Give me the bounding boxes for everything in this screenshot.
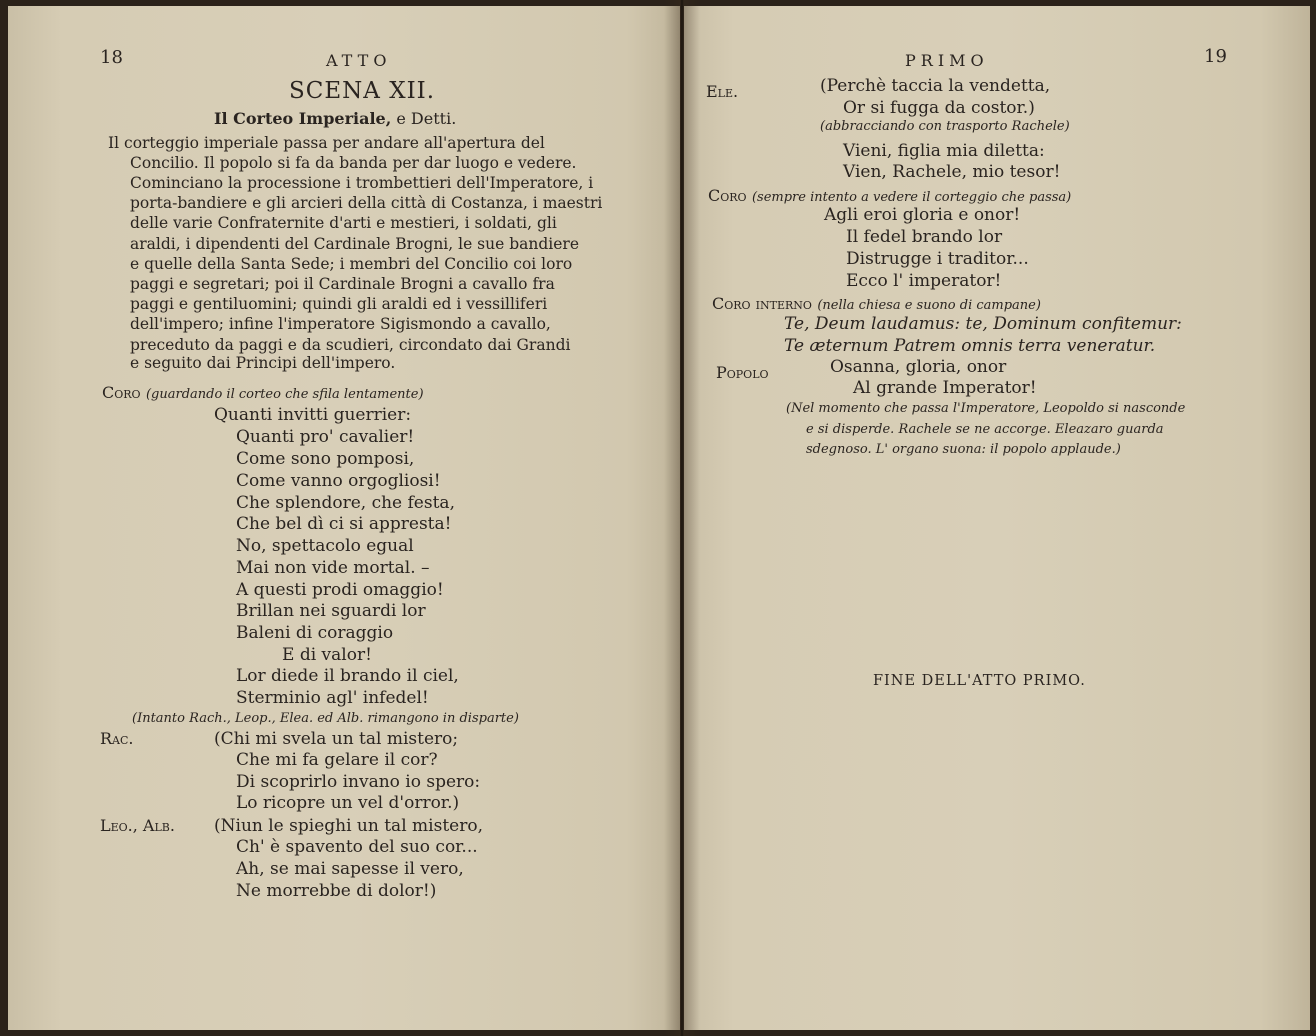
speaker-rac: Rac. — [100, 729, 134, 748]
running-head-left: ATTO — [326, 51, 392, 70]
verse-line: Ne morrebbe di dolor!) — [236, 881, 437, 901]
prose-line: Concilio. Il popolo si fa da banda per dar luogo e vedere. — [130, 154, 577, 172]
verse-line: Brillan nei sguardi lor — [236, 601, 426, 621]
coro-interno-direction: (nella chiesa e suono di campane) — [817, 298, 1041, 313]
scene-subtitle-bold: Il Corteo Imperiale, — [214, 109, 392, 128]
scene-subtitle-rest: e Detti. — [396, 109, 457, 128]
verse-line: Di scoprirlo invano io spero: — [236, 772, 481, 792]
speaker-ele: Ele. — [706, 82, 739, 101]
verse-line: Baleni di coraggio — [236, 623, 394, 643]
verse-line: Quanti pro' cavalier! — [236, 427, 415, 447]
verse-line: Vieni, figlia mia diletta: — [843, 141, 1045, 161]
verse-line: Sterminio agl' infedel! — [236, 688, 429, 708]
prose-line: e seguito dai Principi dell'impero. — [130, 354, 396, 372]
verse-line: Osanna, gloria, onor — [830, 357, 1007, 377]
latin-verse: Te æternum Patrem omnis terra veneratur. — [784, 336, 1156, 356]
prose-line: Il corteggio imperiale passa per andare all'apertura del — [108, 134, 545, 152]
verse-line: (Chi mi svela un tal mistero; — [214, 729, 459, 749]
fine-atto: FINE DELL'ATTO PRIMO. — [873, 673, 1086, 689]
speaker-leo-alb: Leo., Alb. — [100, 816, 175, 835]
verse-line: Or si fugga da costor.) — [843, 98, 1035, 118]
verse-line: Come sono pomposi, — [236, 449, 415, 469]
verse-line: Quanti invitti guerrier: — [214, 405, 412, 425]
speaker-coro-interno: Coro interno — [712, 294, 812, 313]
verse-line: A questi prodi omaggio! — [236, 580, 444, 600]
latin-verse: Te, Deum laudamus: te, Dominum confitemur: — [784, 314, 1182, 334]
final-direction: e si disperde. Rachele se ne accorge. Eleazaro guarda — [806, 422, 1164, 437]
verse-line: Lo ricopre un vel d'orror.) — [236, 793, 460, 813]
prose-line: preceduto da paggi e da scudieri, circondato dai Grandi — [130, 336, 571, 354]
speaker-coro: Coro — [102, 383, 141, 402]
verse-line: Che splendore, che festa, — [236, 493, 455, 513]
verse-line: Al grande Imperator! — [853, 378, 1037, 398]
verse-line: Che bel dì ci si appresta! — [236, 514, 452, 534]
final-direction: sdegnoso. L' organo suona: il popolo applaude.) — [806, 442, 1121, 457]
prose-line: Cominciano la processione i trombettieri dell'Imperatore, i — [130, 174, 594, 192]
verse-line: Distrugge i traditor... — [846, 249, 1029, 269]
prose-line: porta-bandiere e gli arcieri della città di Costanza, i maestri — [130, 194, 603, 212]
prose-line: delle varie Confraternite d'arti e mestieri, i soldati, gli — [130, 214, 557, 232]
final-direction: (Nel momento che passa l'Imperatore, Leopoldo si nasconde — [786, 401, 1186, 416]
verse-line: Agli eroi gloria e onor! — [824, 205, 1021, 225]
scene-subtitle — [214, 111, 456, 127]
coro-line-right — [708, 188, 1071, 205]
verse-line: (Niun le spieghi un tal mistero, — [214, 816, 483, 836]
prose-line: dell'impero; infine l'imperatore Sigismondo a cavallo, — [130, 315, 551, 333]
verse-line: Ah, se mai sapesse il vero, — [236, 859, 464, 879]
stage-direction: (Intanto Rach., Leop., Elea. ed Alb. rimangono in disparte) — [132, 711, 519, 726]
verse-line: E di valor! — [282, 645, 372, 665]
verse-line: (Perchè taccia la vendetta, — [820, 76, 1051, 96]
verse-line: Vien, Rachele, mio tesor! — [843, 162, 1061, 182]
coro-interno-line — [712, 296, 1041, 313]
coro-direction-right: (sempre intento a vedere il corteggio che passa) — [751, 190, 1072, 205]
verse-line: No, spettacolo egual — [236, 536, 414, 556]
coro-line — [102, 385, 424, 402]
prose-line: paggi e gentiluomini; quindi gli araldi ed i vessilliferi — [130, 295, 548, 313]
verse-line: Mai non vide mortal. – — [236, 558, 430, 578]
coro-direction: (guardando il corteo che sfila lentamente) — [145, 387, 424, 402]
verse-line: Lor diede il brando il ciel, — [236, 666, 459, 686]
speaker-coro-right: Coro — [708, 186, 747, 205]
verse-line: Come vanno orgogliosi! — [236, 471, 441, 491]
prose-line: paggi e segretari; poi il Cardinale Brogni a cavallo fra — [130, 275, 555, 293]
ele-direction: (abbracciando con trasporto Rachele) — [820, 119, 1070, 134]
speaker-popolo: Popolo — [716, 363, 769, 382]
page-number-right: 19 — [1204, 46, 1227, 67]
verse-line: Ch' è spavento del suo cor... — [236, 837, 478, 857]
verse-line: Che mi fa gelare il cor? — [236, 750, 438, 770]
prose-line: araldi, i dipendenti del Cardinale Brogni, le sue bandiere — [130, 235, 579, 253]
prose-line: e quelle della Santa Sede; i membri del Concilio coi loro — [130, 255, 573, 273]
verse-line: Ecco l' imperator! — [846, 271, 1002, 291]
verse-line: Il fedel brando lor — [846, 227, 1003, 247]
page-number-left: 18 — [100, 47, 123, 68]
scene-title: SCENA XII. — [289, 78, 436, 104]
running-head-right: PRIMO — [905, 51, 989, 70]
